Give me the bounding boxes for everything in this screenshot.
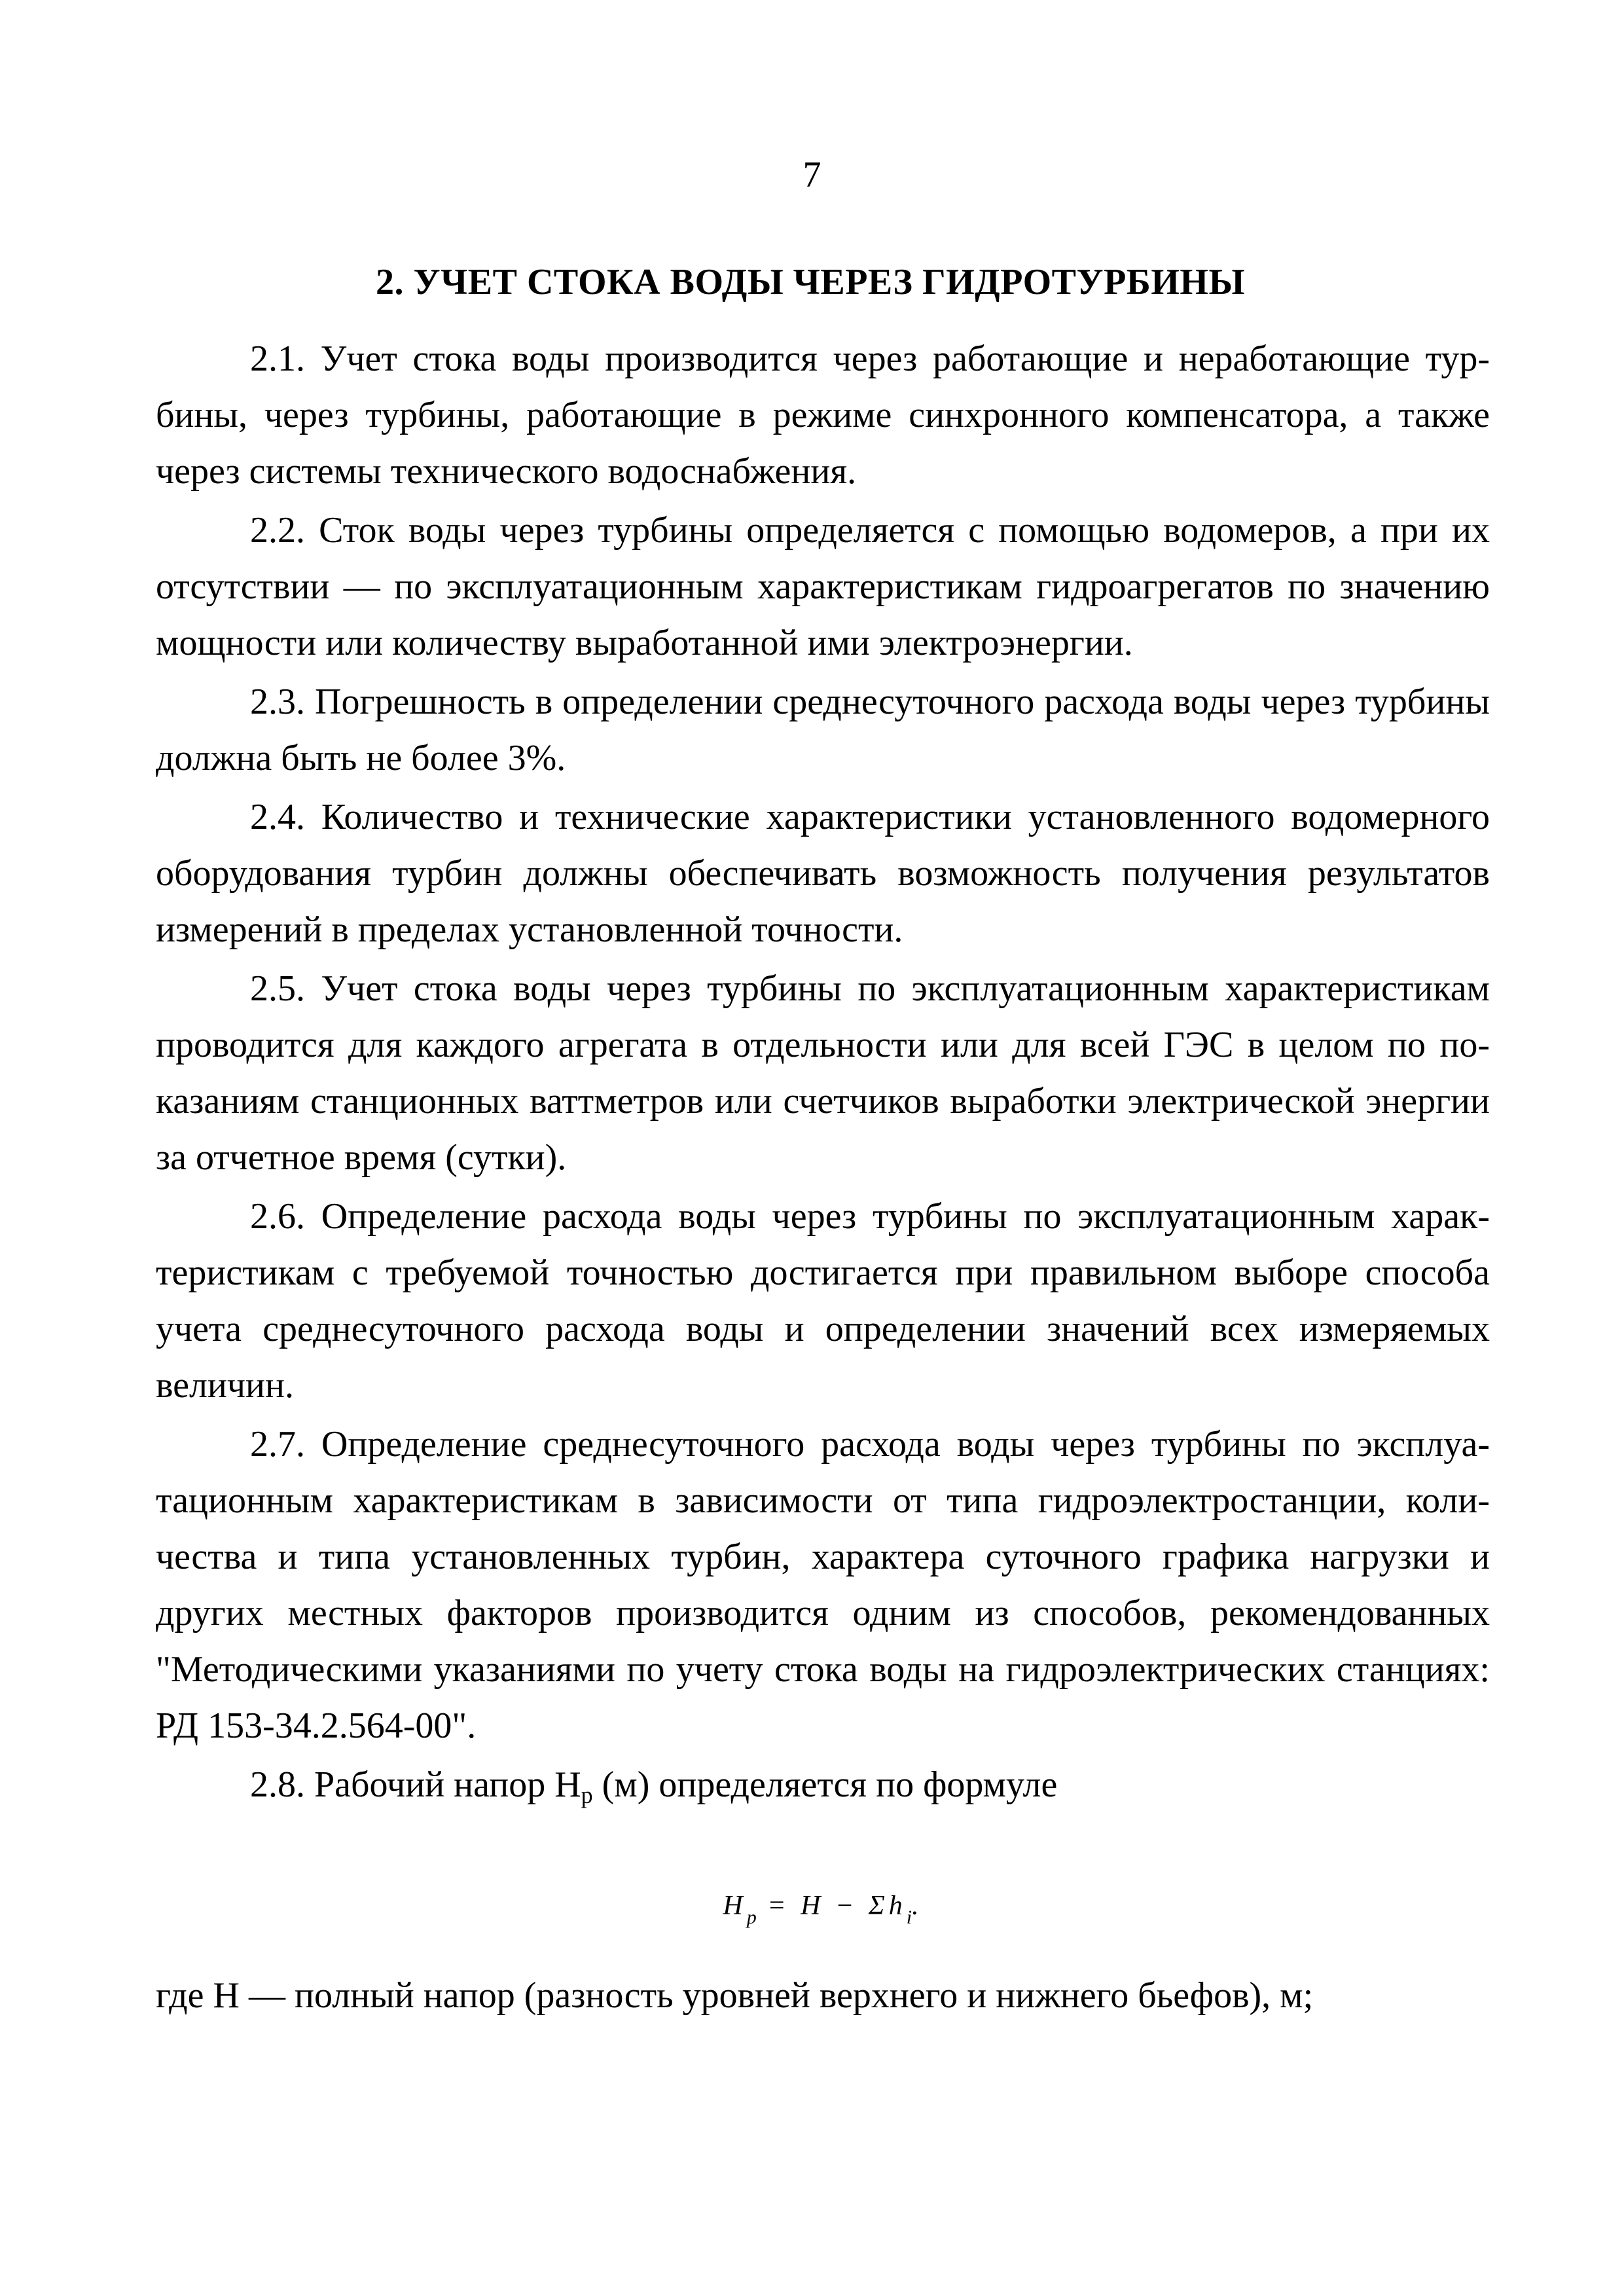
where-definition: где H — полный напор (разность уровней верхнего и нижнего бьефов), м; [156,1975,1314,2016]
paragraph-2-8-end: (м) определяется по формуле [592,1764,1058,1805]
paragraph-2-5: 2.5. Учет стока воды через турбины по эксплуатационным характеристикам проводится для каждого агрегата в отдельности или для всей ГЭС в целом по показаниям станционных ваттметров или счетчиков выработки электрической энергии за отчетное время (сутки). [156,968,1490,1178]
head-formula [156,1886,1490,1937]
paragraph-2-4: 2.4. Количество и технические характеристики установленного водомерного оборудования турбин должны обеспечивать возможность получения результатов измерений в пределах установленной точности. [156,797,1490,950]
paragraph-2-2: 2.2. Сток воды через турбины определяется с помощью водомеров, а при их отсутствии — по эксплуатационным характеристикам гидроагрегатов по значению мощности или количеству выработанной ими электроэнергии. [156,510,1490,663]
paragraph-2-6: 2.6. Определение расхода воды через турбины по эксплуатационным характеристикам с требуемой точностью достигается при правильном выборе способа учета среднесуточного расхода воды и определении значений всех измеряемых величин. [156,1196,1490,1406]
paragraph-2-8 [156,1757,1490,1823]
formula-lhs: H [723,1891,747,1921]
formula-block [156,1826,1490,1967]
formula-rhs: = H − Σh [756,1891,907,1921]
formula-rhs-subscript: i [906,1906,912,1928]
head-subscript: p [581,1782,593,1808]
paragraph-2-1: 2.1. Учет стока воды производится через работающие и неработающие турбины, через турбины, работающие в режиме синхронного компенсатора, а также через системы технического водоснабжения. [156,338,1490,492]
paragraph-2-7: 2.7. Определение среднесуточного расхода воды через турбины по эксплуатационным характеристикам в зависимости от типа гидроэлектростанции, количества и типа установленных турбин, характера суточного графика нагрузки и других местных факторов производится одним из способов, рекомендованных "Методическими указаниями по учету стока воды на гидроэлектрических станциях: РД 153-34.2.564-00". [156,1424,1490,1746]
formula-lhs-subscript: p [746,1906,757,1928]
formula-tail: . [912,1891,923,1921]
paragraph-2-8-start: 2.8. Рабочий напор H [250,1764,581,1805]
page-number: 7 [803,155,821,195]
body-text [156,331,1490,2024]
section-heading: 2. УЧЕТ СТОКА ВОДЫ ЧЕРЕЗ ГИДРОТУРБИНЫ [376,262,1245,302]
paragraph-2-3: 2.3. Погрешность в определении среднесуточного расхода воды через турбины должна быть не более 3%. [156,682,1490,778]
